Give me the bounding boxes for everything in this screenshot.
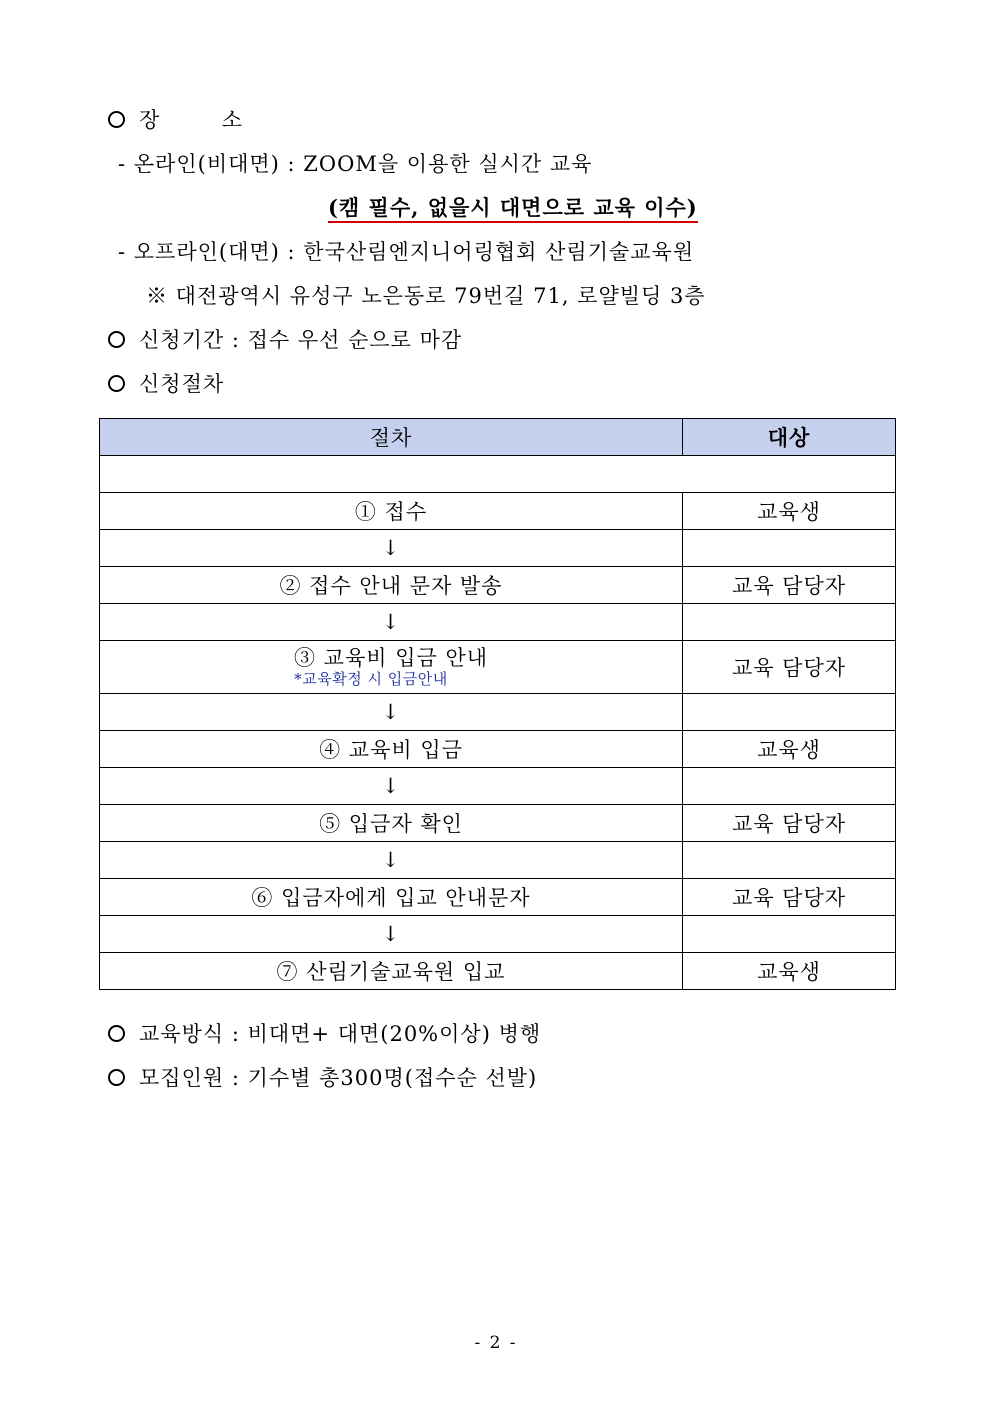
empty-cell bbox=[683, 604, 896, 641]
method-line bbox=[108, 1020, 541, 1048]
offline-line: - 오프라인(대면) : 한국산림엔지니어링협회 산림기술교육원 bbox=[118, 240, 695, 264]
online-note bbox=[328, 194, 698, 222]
table-row bbox=[100, 493, 896, 530]
empty-cell bbox=[683, 768, 896, 805]
empty-cell bbox=[683, 530, 896, 567]
page-number: - 2 - bbox=[474, 1333, 518, 1353]
period-line bbox=[108, 326, 462, 354]
header-target: 대상 bbox=[683, 419, 896, 456]
online-note-text: (캠 필수, 없을시 대면으로 교육 이수) bbox=[328, 195, 698, 223]
down-arrow-icon: ↓ bbox=[100, 768, 683, 805]
procedure-title: 신청절차 bbox=[139, 372, 225, 396]
circle-bullet-icon bbox=[108, 331, 125, 348]
step-6-target: 교육 담당자 bbox=[683, 879, 896, 916]
down-arrow-icon: ↓ bbox=[100, 842, 683, 879]
step-3-target: 교육 담당자 bbox=[683, 641, 896, 694]
recruit-line bbox=[108, 1064, 537, 1092]
empty-cell bbox=[683, 842, 896, 879]
table-row bbox=[100, 731, 896, 768]
empty-cell bbox=[100, 456, 896, 493]
arrow-row bbox=[100, 694, 896, 731]
arrow-row bbox=[100, 604, 896, 641]
empty-cell bbox=[683, 916, 896, 953]
circle-bullet-icon bbox=[108, 375, 125, 392]
place-label: 장 소 bbox=[139, 108, 243, 132]
step-7-target: 교육생 bbox=[683, 953, 896, 990]
step-1-proc: ① 접수 bbox=[100, 493, 683, 530]
place-heading bbox=[108, 106, 243, 134]
procedure-heading bbox=[108, 370, 224, 398]
header-procedure: 절차 bbox=[100, 419, 683, 456]
table-row bbox=[100, 953, 896, 990]
table-row bbox=[100, 805, 896, 842]
table-empty-row bbox=[100, 456, 896, 493]
step-5-proc: ⑤ 입금자 확인 bbox=[100, 805, 683, 842]
recruit-text: 모집인원 : 기수별 총300명(접수순 선발) bbox=[139, 1066, 538, 1090]
step-3-note: *교육확정 시 입금안내 bbox=[294, 670, 448, 688]
table-row bbox=[100, 641, 896, 694]
down-arrow-icon: ↓ bbox=[100, 530, 683, 567]
step-5-target: 교육 담당자 bbox=[683, 805, 896, 842]
step-2-target: 교육 담당자 bbox=[683, 567, 896, 604]
step-4-proc: ④ 교육비 입금 bbox=[100, 731, 683, 768]
arrow-row bbox=[100, 916, 896, 953]
step-1-target: 교육생 bbox=[683, 493, 896, 530]
table-row bbox=[100, 567, 896, 604]
down-arrow-icon: ↓ bbox=[100, 604, 683, 641]
empty-cell bbox=[683, 694, 896, 731]
arrow-row bbox=[100, 842, 896, 879]
step-6-proc: ⑥ 입금자에게 입교 안내문자 bbox=[100, 879, 683, 916]
circle-bullet-icon bbox=[108, 1025, 125, 1042]
down-arrow-icon: ↓ bbox=[100, 694, 683, 731]
arrow-row bbox=[100, 768, 896, 805]
circle-bullet-icon bbox=[108, 111, 125, 128]
table-header-row bbox=[100, 419, 896, 456]
circle-bullet-icon bbox=[108, 1069, 125, 1086]
method-text: 교육방식 : 비대면+ 대면(20%이상) 병행 bbox=[139, 1022, 542, 1046]
period-text: 신청기간 : 접수 우선 순으로 마감 bbox=[139, 328, 463, 352]
step-4-target: 교육생 bbox=[683, 731, 896, 768]
step-2-proc: ② 접수 안내 문자 발송 bbox=[100, 567, 683, 604]
address-line: ※ 대전광역시 유성구 노은동로 79번길 71, 로얄빌딩 3층 bbox=[146, 284, 706, 308]
step-3-proc: ③ 교육비 입금 안내 bbox=[293, 646, 489, 670]
arrow-row bbox=[100, 530, 896, 567]
step-3-cell bbox=[100, 641, 683, 694]
step-7-proc: ⑦ 산림기술교육원 입교 bbox=[100, 953, 683, 990]
down-arrow-icon: ↓ bbox=[100, 916, 683, 953]
online-line: - 온라인(비대면) : ZOOM을 이용한 실시간 교육 bbox=[118, 152, 593, 176]
procedure-table bbox=[99, 418, 896, 990]
table-row bbox=[100, 879, 896, 916]
